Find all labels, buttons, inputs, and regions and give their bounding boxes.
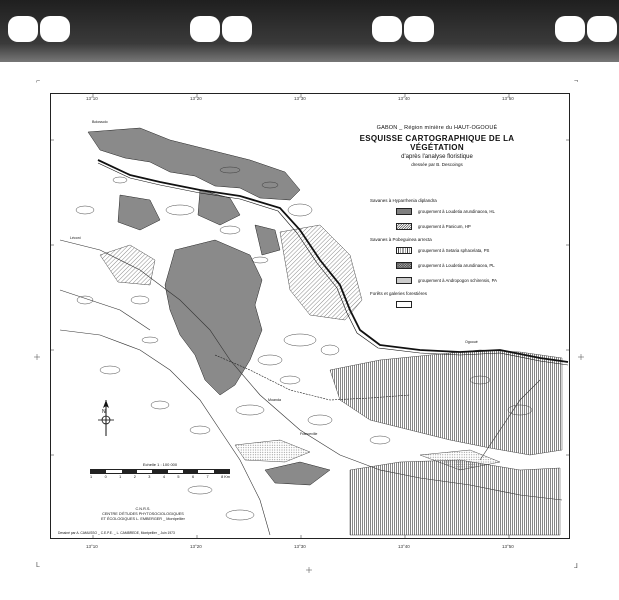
place-label: Moanda <box>268 398 281 402</box>
legend-label: groupement à Andropogon schirensis, PA <box>418 277 497 283</box>
place-label: Ogooué <box>465 340 478 344</box>
longitude-label: 13°50 <box>502 96 514 101</box>
institution-line: C.N.R.S. <box>135 507 151 511</box>
map-subtitle: d'après l'analyse floristique <box>401 154 473 160</box>
north-arrow-icon <box>96 398 116 438</box>
scale-numbers: 1 0 1 2 3 4 5 6 7 8 Km <box>90 475 230 479</box>
legend-label: groupement à Loudetia arundinacea, HL <box>418 208 495 214</box>
legend-label: groupement à Loudetia arundinacea, PL <box>418 262 495 268</box>
longitude-label: 13°50 <box>502 544 514 549</box>
svg-text:N: N <box>102 409 106 415</box>
legend-swatch <box>396 277 412 284</box>
place-label: Franceville <box>300 432 318 436</box>
zone-hl <box>255 225 280 255</box>
legend-label: groupement à Setaria sphacelata, PS <box>418 247 490 253</box>
legend-item <box>370 299 520 309</box>
crop-mark: ⌐ <box>36 78 41 85</box>
place-label: Bolossolo <box>92 120 108 124</box>
longitude-label: 13°40 <box>398 96 410 101</box>
zone-hp <box>100 245 155 285</box>
legend-label: groupement à Panicum, HP <box>418 223 471 229</box>
legend-item <box>370 275 520 285</box>
legend-item <box>370 206 520 216</box>
legend-section: Forêts et galeries forestières <box>370 291 428 296</box>
legend-item <box>370 260 520 270</box>
longitude-label: 13°30 <box>294 544 306 549</box>
legend-swatch <box>396 223 412 230</box>
zone-ps <box>350 460 560 535</box>
place-label: Léconi <box>70 236 81 240</box>
crop-mark: ¬ <box>574 78 579 85</box>
scale-bar-block <box>90 462 230 479</box>
zone-hl <box>118 195 160 230</box>
legend-swatch <box>396 301 412 308</box>
map-title-block <box>352 125 522 167</box>
map-legend <box>370 192 520 314</box>
zone-hl <box>265 462 330 485</box>
longitude-label: 13°10 <box>86 96 98 101</box>
credit-line: Dessiné par A. CAMUSSO _ C.E.P.E. _ L. CAMBREDE, Montpellier _ Juin 1973 <box>58 531 175 535</box>
crop-mark: ⅃ <box>574 563 578 570</box>
longitude-label: 13°20 <box>190 544 202 549</box>
map-author: dressée par B. Descoings <box>411 162 463 167</box>
scale-bar <box>90 469 230 474</box>
institution-line: CENTRE D'ÉTUDES PHYTOSOCIOLOGIQUES <box>102 512 184 516</box>
institution-line: ET ÉCOLOGIQUES L. EMBERGER _ Montpellier <box>101 517 185 521</box>
zone-ps <box>330 350 562 455</box>
legend-swatch <box>396 208 412 215</box>
legend-swatch <box>396 262 412 269</box>
legend-item <box>370 221 520 231</box>
zone-pa <box>235 440 310 462</box>
crop-mark: L <box>36 562 40 569</box>
region-line: GABON _ Région minière du HAUT-OGOOUÉ <box>376 125 498 131</box>
legend-section: Savanes à Hyparrhenia diplandra <box>370 198 437 203</box>
zone-hp <box>280 225 362 320</box>
longitude-label: 13°40 <box>398 544 410 549</box>
longitude-label: 13°10 <box>86 544 98 549</box>
map-title: ESQUISSE CARTOGRAPHIQUE DE LA VÉGÉTATION <box>359 134 515 152</box>
scale-title: Echelle 1 : 100 000 <box>142 462 178 467</box>
legend-swatch <box>396 247 412 254</box>
zone-hl <box>165 240 262 395</box>
longitude-label: 13°20 <box>190 96 202 101</box>
longitude-label: 13°30 <box>294 96 306 101</box>
institution-block <box>78 507 208 522</box>
legend-section: Savanes à Pobeguinea arrecta <box>370 237 432 242</box>
legend-item <box>370 245 520 255</box>
